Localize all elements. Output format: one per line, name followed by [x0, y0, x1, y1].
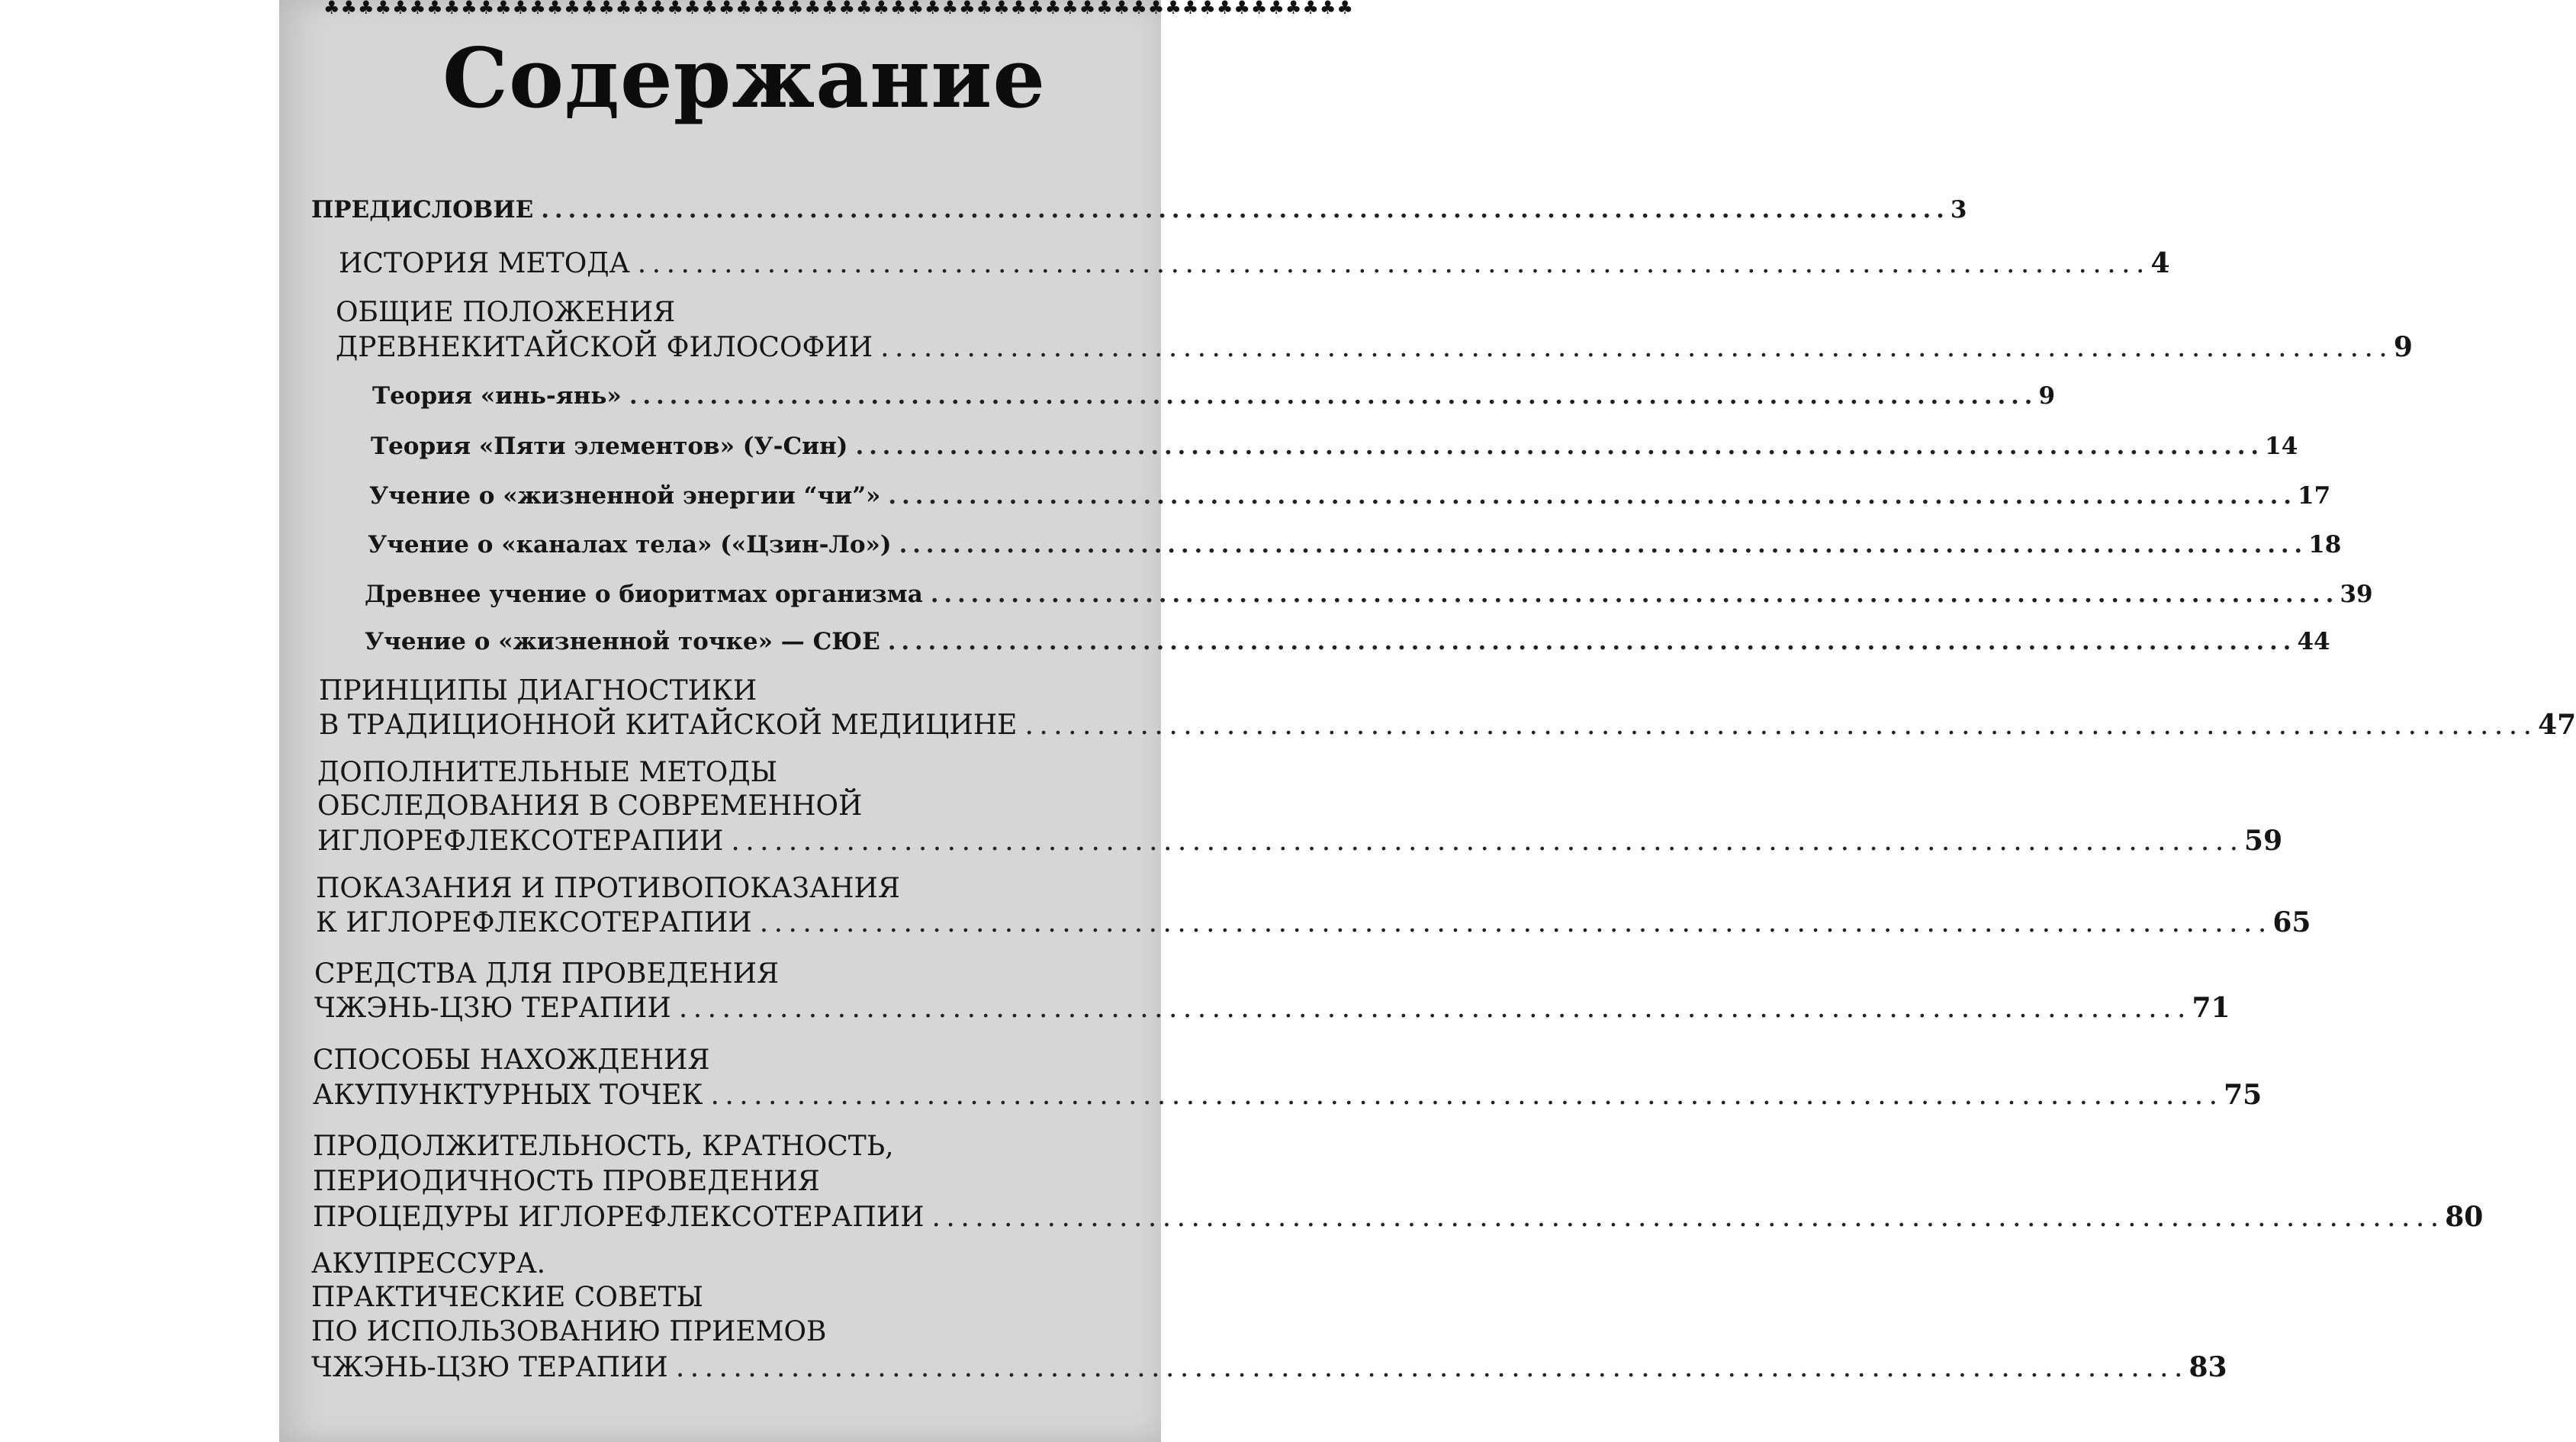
- toc-entry-row: [365, 628, 2330, 655]
- toc-entry-row: [311, 196, 1967, 224]
- dot-leader: [931, 581, 2333, 608]
- toc-entry-row: [313, 1079, 2262, 1111]
- dot-leader: [899, 531, 2301, 558]
- dot-leader: [932, 1202, 2438, 1233]
- toc-page-number: 44: [2297, 628, 2330, 655]
- toc-page-number: 80: [2445, 1201, 2484, 1233]
- toc-entry-row: [372, 382, 2056, 410]
- toc-entry-row: [316, 906, 2311, 938]
- toc-page-number: 39: [2340, 581, 2373, 608]
- dot-leader: [760, 907, 2266, 938]
- toc-entry-title-line: ЧЖЭНЬ-ЦЗЮ ТЕРАПИИ: [311, 1352, 668, 1383]
- toc-entry-title-line: ПО ИСПОЛЬЗОВАНИЮ ПРИЕМОВ: [311, 1316, 827, 1347]
- toc-entry-title-line: Теория «Пяти элементов» (У-Син): [371, 433, 848, 460]
- dot-leader: [880, 332, 2386, 363]
- toc-page-number: 59: [2244, 825, 2283, 857]
- toc-entry-title-line: ОБСЛЕДОВАНИЯ В СОВРЕМЕННОЙ: [317, 790, 863, 822]
- toc-entry-row: [365, 581, 2373, 608]
- top-ornament-border: ♣♣♣♣♣♣♣♣♣♣♣♣♣♣♣♣♣♣♣♣♣♣♣♣♣♣♣♣♣♣♣♣♣♣♣♣♣♣♣♣♣♣♣♣♣♣♣♣♣♣♣♣♣♣♣♣♣♣♣♣: [323, 0, 1354, 18]
- toc-page-number: 9: [2038, 382, 2056, 410]
- toc-entry-title-line: ПОКАЗАНИЯ И ПРОТИВОПОКАЗАНИЯ: [316, 873, 900, 904]
- toc-page-number: 3: [1950, 196, 1967, 224]
- toc-page-number: 9: [2393, 331, 2413, 363]
- toc-entry-row: [311, 1351, 2227, 1383]
- toc-entry-title-line: ПРЕДИСЛОВИЕ: [311, 196, 534, 224]
- toc-entry-title-line: Древнее учение о биоритмах организма: [365, 581, 923, 608]
- dot-leader: [1024, 710, 2530, 741]
- toc-entry-row: [369, 482, 2331, 510]
- dot-leader: [679, 993, 2185, 1024]
- toc-entry-title-line: ЧЖЭНЬ-ЦЗЮ ТЕРАПИИ: [314, 993, 671, 1024]
- dot-leader: [629, 382, 2031, 410]
- toc-page-number: 65: [2272, 906, 2311, 938]
- toc-page-number: 14: [2265, 433, 2298, 460]
- toc-entry-row: [314, 992, 2230, 1024]
- page-title: Содержание: [442, 31, 1047, 127]
- toc-entry-title-line: АКУПУНКТУРНЫХ ТОЧЕК: [313, 1080, 703, 1111]
- toc-page-number: 47: [2538, 709, 2576, 741]
- toc-entry-title-line: В ТРАДИЦИОННОЙ КИТАЙСКОЙ МЕДИЦИНЕ: [319, 710, 1018, 741]
- toc-entry-row: [313, 1201, 2484, 1233]
- toc-entry-row: [368, 531, 2342, 558]
- toc-page-number: 83: [2188, 1351, 2227, 1383]
- toc-entry-title-line: ПЕРИОДИЧНОСТЬ ПРОВЕДЕНИЯ: [313, 1166, 820, 1197]
- toc-entry-title-line: АКУПРЕССУРА.: [311, 1248, 546, 1279]
- toc-entry-title-line: ИГЛОРЕФЛЕКСОТЕРАПИИ: [317, 826, 724, 857]
- toc-entry-title-line: СРЕДСТВА ДЛЯ ПРОВЕДЕНИЯ: [314, 958, 780, 990]
- toc-entry-title-line: ОБЩИЕ ПОЛОЖЕНИЯ: [336, 297, 676, 328]
- toc-page-number: 71: [2192, 992, 2230, 1024]
- toc-page-number: 17: [2298, 482, 2331, 510]
- toc-page-number: 75: [2224, 1079, 2262, 1111]
- toc-entry-title-line: ДРЕВНЕКИТАЙСКОЙ ФИЛОСОФИИ: [336, 332, 873, 363]
- dot-leader: [855, 433, 2257, 460]
- toc-entry-title-line: Учение о «каналах тела» («Цзин-Ло»): [368, 531, 892, 558]
- toc-entry-title-line: ПРИНЦИПЫ ДИАГНОСТИКИ: [319, 675, 757, 707]
- dot-leader: [731, 826, 2237, 857]
- toc-entry-title-line: Учение о «жизненной энергии “чи”»: [369, 482, 881, 510]
- toc-entry-row: [339, 247, 2170, 279]
- toc-entry-title-line: Теория «инь-янь»: [372, 382, 622, 410]
- toc-page-number: 4: [2150, 247, 2170, 279]
- toc-entry-title-line: ДОПОЛНИТЕЛЬНЫЕ МЕТОДЫ: [317, 757, 777, 788]
- dot-leader: [888, 628, 2290, 655]
- toc-entry-row: [371, 433, 2298, 460]
- toc-entry-row: [336, 331, 2413, 363]
- toc-entry-title-line: ИСТОРИЯ МЕТОДА: [339, 248, 630, 279]
- toc-entry-title-line: ПРАКТИЧЕСКИЕ СОВЕТЫ: [311, 1282, 704, 1313]
- toc-entry-title-line: ПРОДОЛЖИТЕЛЬНОСТЬ, КРАТНОСТЬ,: [313, 1131, 894, 1162]
- dot-leader: [888, 482, 2290, 510]
- toc-page-number: 18: [2308, 531, 2342, 558]
- dot-leader: [676, 1352, 2182, 1383]
- dot-leader: [638, 248, 2143, 279]
- dot-leader: [541, 196, 1943, 224]
- toc-entry-title-line: Учение о «жизненной точке» — СЮЕ: [365, 628, 880, 655]
- toc-entry-title-line: К ИГЛОРЕФЛЕКСОТЕРАПИИ: [316, 907, 752, 938]
- toc-entry-title-line: СПОСОБЫ НАХОЖДЕНИЯ: [313, 1044, 710, 1076]
- toc-entry-row: [317, 825, 2283, 857]
- toc-entry-title-line: ПРОЦЕДУРЫ ИГЛОРЕФЛЕКСОТЕРАПИИ: [313, 1202, 925, 1233]
- dot-leader: [710, 1080, 2216, 1111]
- toc-entry-row: [319, 709, 2576, 741]
